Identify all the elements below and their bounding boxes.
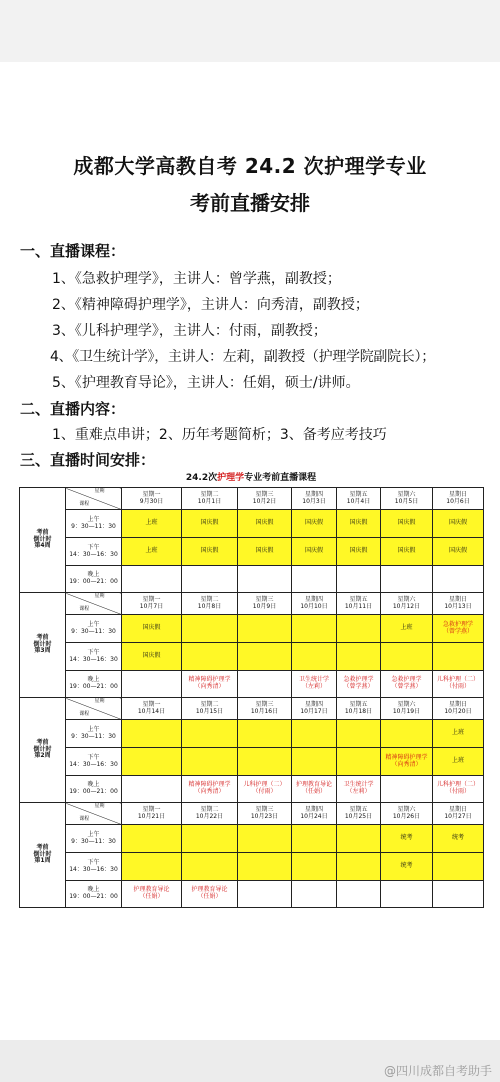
schedule-cell bbox=[381, 881, 433, 908]
schedule-cell: 国庆假 bbox=[381, 538, 433, 566]
schedule-cell bbox=[292, 853, 337, 881]
schedule-cell bbox=[337, 615, 381, 643]
schedule-cell: 上班 bbox=[381, 615, 433, 643]
time-slot-label: 上午 9：30—11：30 bbox=[66, 825, 122, 853]
time-slot-label: 上午 9：30—11：30 bbox=[66, 510, 122, 538]
time-slot-label: 晚上 19：00—21：00 bbox=[66, 881, 122, 908]
day-header: 星期二 10月15日 bbox=[182, 698, 238, 720]
day-header: 星期日 10月6日 bbox=[433, 488, 484, 510]
schedule-cell bbox=[433, 881, 484, 908]
time-slot-label: 下午 14：30—16：30 bbox=[66, 748, 122, 776]
schedule-cell bbox=[238, 643, 292, 671]
day-header: 星期三 10月2日 bbox=[238, 488, 292, 510]
schedule-cell: 国庆假 bbox=[238, 538, 292, 566]
day-header: 星期四 10月3日 bbox=[292, 488, 337, 510]
time-slot-label: 上午 9：30—11：30 bbox=[66, 720, 122, 748]
schedule-cell: 儿科护理（二） （付雨） bbox=[238, 776, 292, 803]
schedule-cell: 护理教育导论 （任娟） bbox=[182, 881, 238, 908]
schedule-cell bbox=[381, 566, 433, 593]
schedule-cell: 护理教育导论 （任娟） bbox=[122, 881, 182, 908]
schedule-cell: 国庆假 bbox=[381, 510, 433, 538]
course-item: 1、《急救护理学》，主讲人：曾学燕，副教授； bbox=[52, 271, 341, 287]
schedule-cell bbox=[381, 776, 433, 803]
schedule-cell: 统考 bbox=[381, 853, 433, 881]
schedule-cell: 急救护理学 （曾学燕） bbox=[381, 671, 433, 698]
day-header: 星期日 10月20日 bbox=[433, 698, 484, 720]
schedule-cell bbox=[381, 720, 433, 748]
corner-cell bbox=[66, 803, 122, 825]
schedule-cell bbox=[238, 566, 292, 593]
time-slot-label: 下午 14：30—16：30 bbox=[66, 643, 122, 671]
schedule-cell bbox=[238, 853, 292, 881]
section3-heading: 三、直播时间安排： bbox=[20, 451, 156, 469]
schedule-cell: 国庆假 bbox=[292, 510, 337, 538]
corner-top-label: 星期 bbox=[94, 803, 105, 809]
schedule-cell: 统考 bbox=[381, 825, 433, 853]
schedule-cell: 急救护理学 （曾学燕） bbox=[337, 671, 381, 698]
day-header: 星期五 10月4日 bbox=[337, 488, 381, 510]
corner-cell bbox=[66, 698, 122, 720]
schedule-cell bbox=[292, 615, 337, 643]
schedule-cell: 国庆假 bbox=[433, 538, 484, 566]
time-slot-label: 上午 9：30—11：30 bbox=[66, 615, 122, 643]
time-slot-label: 下午 14：30—16：30 bbox=[66, 853, 122, 881]
schedule-cell bbox=[122, 748, 182, 776]
section1-heading: 一、直播课程： bbox=[20, 242, 126, 260]
schedule-table-title: 24.2次护理学专业考前直播课程 bbox=[185, 473, 317, 483]
schedule-cell: 上班 bbox=[122, 510, 182, 538]
day-header: 星期二 10月22日 bbox=[182, 803, 238, 825]
day-header: 星期一 9月30日 bbox=[122, 488, 182, 510]
schedule-cell bbox=[182, 720, 238, 748]
schedule-cell: 上班 bbox=[122, 538, 182, 566]
week-label: 考前 倒计时 第3周 bbox=[20, 593, 66, 698]
course-item: 3、《儿科护理学》，主讲人：付雨，副教授； bbox=[52, 323, 327, 339]
schedule-cell bbox=[122, 720, 182, 748]
schedule-cell: 国庆假 bbox=[122, 615, 182, 643]
day-header: 星期三 10月9日 bbox=[238, 593, 292, 615]
schedule-cell bbox=[182, 748, 238, 776]
schedule-table-wrapper bbox=[19, 470, 483, 907]
schedule-cell bbox=[182, 643, 238, 671]
corner-bottom-label: 课程 bbox=[79, 816, 90, 823]
corner-top-label: 星期 bbox=[94, 488, 105, 494]
schedule-cell bbox=[337, 825, 381, 853]
corner-cell bbox=[66, 593, 122, 615]
schedule-cell: 精神障碍护理学 （向秀清） bbox=[381, 748, 433, 776]
schedule-cell bbox=[122, 566, 182, 593]
schedule-cell bbox=[433, 643, 484, 671]
schedule-cell: 国庆假 bbox=[238, 510, 292, 538]
corner-top-label: 星期 bbox=[94, 698, 105, 704]
schedule-cell bbox=[182, 825, 238, 853]
schedule-cell bbox=[292, 825, 337, 853]
schedule-cell: 急救护理学 （曾学燕） bbox=[433, 615, 484, 643]
schedule-cell bbox=[292, 881, 337, 908]
day-header: 星期三 10月16日 bbox=[238, 698, 292, 720]
schedule-cell: 上班 bbox=[433, 748, 484, 776]
schedule-cell bbox=[337, 748, 381, 776]
day-header: 星期一 10月14日 bbox=[122, 698, 182, 720]
section2-heading: 二、直播内容： bbox=[20, 400, 126, 418]
schedule-cell bbox=[238, 720, 292, 748]
time-slot-label: 晚上 19：00—21：00 bbox=[66, 671, 122, 698]
schedule-cell bbox=[122, 825, 182, 853]
schedule-cell: 国庆假 bbox=[182, 510, 238, 538]
course-item: 4、《卫生统计学》，主讲人：左莉，副教授（护理学院副院长）； bbox=[50, 349, 435, 365]
schedule-cell bbox=[122, 776, 182, 803]
schedule-cell: 卫生统计学 （左莉） bbox=[337, 776, 381, 803]
week-label: 考前 倒计时 第4周 bbox=[20, 488, 66, 593]
schedule-cell bbox=[337, 720, 381, 748]
day-header: 星期一 10月7日 bbox=[122, 593, 182, 615]
schedule-cell: 精神障碍护理学 （向秀清） bbox=[182, 671, 238, 698]
schedule-cell bbox=[433, 566, 484, 593]
corner-bottom-label: 课程 bbox=[79, 501, 90, 508]
day-header: 星期日 10月13日 bbox=[433, 593, 484, 615]
schedule-cell bbox=[337, 566, 381, 593]
day-header: 星期六 10月19日 bbox=[381, 698, 433, 720]
schedule-cell bbox=[238, 615, 292, 643]
day-header: 星期四 10月10日 bbox=[292, 593, 337, 615]
day-header: 星期六 10月26日 bbox=[381, 803, 433, 825]
day-header: 星期六 10月5日 bbox=[381, 488, 433, 510]
schedule-cell bbox=[182, 853, 238, 881]
schedule-cell: 护理教育导论 （任娟） bbox=[292, 776, 337, 803]
schedule-cell: 国庆假 bbox=[122, 643, 182, 671]
day-header: 星期四 10月24日 bbox=[292, 803, 337, 825]
schedule-cell bbox=[337, 881, 381, 908]
watermark: @四川成都自考助手 bbox=[383, 1064, 492, 1078]
schedule-cell bbox=[182, 566, 238, 593]
corner-top-label: 星期 bbox=[94, 593, 105, 599]
day-header: 星期五 10月18日 bbox=[337, 698, 381, 720]
schedule-cell: 儿科护理（二） （付雨） bbox=[433, 776, 484, 803]
schedule-cell bbox=[337, 643, 381, 671]
document-title-line1: 成都大学高教自考 24.2 次护理学专业 bbox=[73, 154, 427, 178]
schedule-cell: 精神障碍护理学 （向秀清） bbox=[182, 776, 238, 803]
schedule-cell bbox=[292, 748, 337, 776]
corner-cell bbox=[66, 488, 122, 510]
schedule-cell bbox=[122, 853, 182, 881]
schedule-cell: 国庆假 bbox=[292, 538, 337, 566]
schedule-cell bbox=[292, 566, 337, 593]
schedule-cell bbox=[182, 615, 238, 643]
day-header: 星期四 10月17日 bbox=[292, 698, 337, 720]
week-label: 考前 倒计时 第1周 bbox=[20, 803, 66, 908]
schedule-cell bbox=[238, 748, 292, 776]
schedule-cell: 国庆假 bbox=[337, 510, 381, 538]
schedule-cell bbox=[238, 825, 292, 853]
schedule-cell bbox=[292, 643, 337, 671]
day-header: 星期三 10月23日 bbox=[238, 803, 292, 825]
schedule-cell bbox=[238, 881, 292, 908]
schedule-cell bbox=[292, 720, 337, 748]
corner-bottom-label: 课程 bbox=[79, 711, 90, 718]
schedule-cell: 统考 bbox=[433, 825, 484, 853]
time-slot-label: 晚上 19：00—21：00 bbox=[66, 776, 122, 803]
corner-bottom-label: 课程 bbox=[79, 606, 90, 613]
document-title-line2: 考前直播安排 bbox=[190, 191, 310, 215]
schedule-cell bbox=[381, 643, 433, 671]
schedule-table bbox=[19, 487, 484, 908]
week-label: 考前 倒计时 第2周 bbox=[20, 698, 66, 803]
schedule-cell: 国庆假 bbox=[337, 538, 381, 566]
schedule-cell bbox=[238, 671, 292, 698]
schedule-cell: 上班 bbox=[433, 720, 484, 748]
schedule-cell: 卫生统计学 （左莉） bbox=[292, 671, 337, 698]
day-header: 星期二 10月8日 bbox=[182, 593, 238, 615]
day-header: 星期五 10月11日 bbox=[337, 593, 381, 615]
course-item: 5、《护理教育导论》，主讲人：任娟，硕士/讲师。 bbox=[52, 375, 360, 391]
schedule-cell: 儿科护理（二） （付雨） bbox=[433, 671, 484, 698]
day-header: 星期五 10月25日 bbox=[337, 803, 381, 825]
schedule-cell: 国庆假 bbox=[433, 510, 484, 538]
schedule-cell bbox=[337, 853, 381, 881]
top-bar bbox=[0, 0, 500, 62]
course-item: 2、《精神障碍护理学》，主讲人：向秀清，副教授； bbox=[52, 297, 369, 313]
day-header: 星期一 10月21日 bbox=[122, 803, 182, 825]
schedule-cell: 国庆假 bbox=[182, 538, 238, 566]
schedule-cell bbox=[122, 671, 182, 698]
content-text: 1、重难点串讲；2、历年考题简析；3、备考应考技巧 bbox=[52, 427, 387, 443]
schedule-cell bbox=[433, 853, 484, 881]
day-header: 星期二 10月1日 bbox=[182, 488, 238, 510]
day-header: 星期日 10月27日 bbox=[433, 803, 484, 825]
time-slot-label: 下午 14：30—16：30 bbox=[66, 538, 122, 566]
day-header: 星期六 10月12日 bbox=[381, 593, 433, 615]
time-slot-label: 晚上 19：00—21：00 bbox=[66, 566, 122, 593]
